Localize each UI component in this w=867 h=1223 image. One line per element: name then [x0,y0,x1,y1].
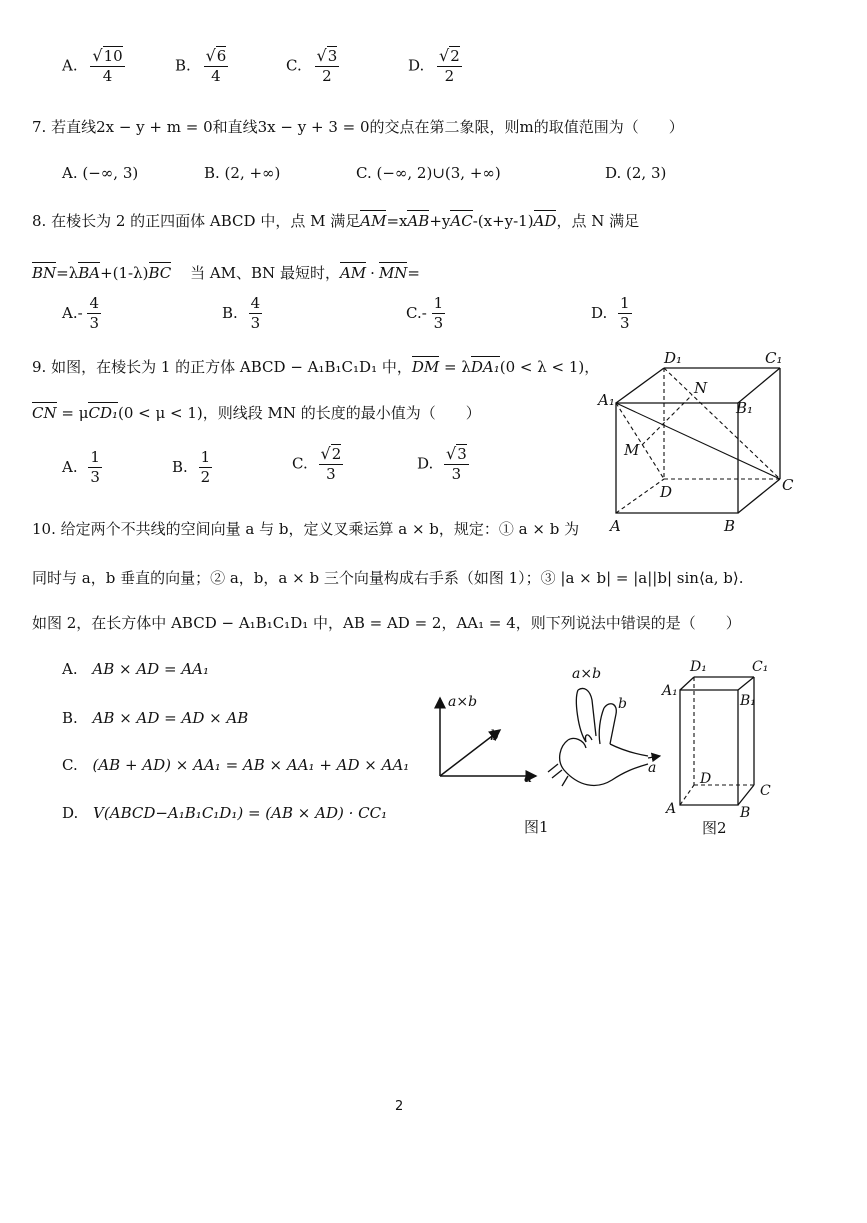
math-text: = [407,264,420,282]
option-label: A. [62,660,78,678]
denominator: 2 [444,66,455,85]
q10-option-b [62,709,248,727]
page-number: 2 [395,1099,404,1114]
q6-option-b [175,48,228,85]
option-label: B. [175,56,191,75]
label-d: D [660,483,673,501]
label-c1: C₁ [765,349,783,367]
sign: - [421,303,427,322]
q6-option-a [62,48,125,85]
option-label: D. [62,804,79,822]
label-d: D [700,771,712,787]
label-c: C [760,783,771,799]
cuboid-edge [680,677,694,690]
q9-stem-line2 [32,402,481,423]
math-text: = μ [56,404,89,422]
label-axb: a×b [448,694,478,710]
denominator: 3 [326,464,336,483]
label-hand-b: b [618,696,627,712]
fig2-caption: 图2 [702,819,727,837]
q7-option-d: D. (2, 3) [605,164,667,182]
q8-stem [32,210,639,231]
label-b: B [740,805,751,821]
fraction: $\frac{√10}{4}$ [92,46,123,85]
vector-am: AM [339,264,367,282]
q9-cube-figure [590,345,805,540]
q10-option-c [62,756,409,774]
numerator: 6 [216,47,227,65]
option-label: D. [417,454,434,473]
option-label: C. [406,303,422,322]
label-m: M [624,441,640,459]
q7-option-c: C. (−∞, 2)∪(3, +∞) [356,164,501,182]
fraction: $\frac{√2}{2}$ [439,46,460,85]
numerator: 1 [200,448,211,466]
option-label: C. [286,56,302,75]
q8-condition-text: 当 AM、BN 最短时， [190,264,340,282]
vector-ab: AB [407,212,430,230]
vector-ba: BA [78,264,101,282]
denominator: 3 [90,467,100,486]
denominator: 4 [211,66,221,85]
option-label: A. [62,56,78,75]
label-hand-a: a [648,760,657,776]
option-label: C. [62,756,78,774]
q8-option-d [591,296,632,332]
option-label: D. [408,56,425,75]
fraction: $\frac{√3}{2}$ [316,46,338,85]
label-d1: D₁ [690,659,707,675]
math-text: +y [429,212,451,230]
q8-stem-text: 8. 在棱长为 2 的正四面体 ABCD 中，点 M 满足 [32,212,361,230]
fraction [249,296,263,332]
q8-option-c [406,296,445,332]
vector-am: AM [360,212,387,230]
option-label: D. [591,303,608,322]
q6-option-d [408,48,462,85]
label-b: B [724,517,736,535]
vector-cd1: CD₁ [88,404,118,422]
label-a: A [610,517,621,535]
numerator: 2 [450,47,460,65]
cube-edge [738,479,780,513]
q10-option-d [62,804,387,822]
q9-option-b [172,450,212,486]
label-c1: C₁ [752,659,769,675]
q10-line1: 10. 给定两个不共线的空间向量 a 与 b，定义叉乘运算 a × b，规定：① a × b 为 [32,520,580,538]
q9-option-a [62,450,102,486]
q10-line2: 同时与 a，b 垂直的向量；② a，b，a × b 三个向量构成右手系（如图 1）；③ |a × b| = |a||b| sin⟨a, b⟩. [32,569,744,587]
numerator: 4 [89,294,100,312]
q8-stem-text: ，点 N 满足 [556,212,640,230]
option-label: A. [62,457,78,476]
label-n: N [694,379,708,397]
denominator: 2 [322,66,332,85]
math-text: (0 < λ < 1)， [499,358,600,376]
label-a: a [524,770,533,786]
option-label: B. [172,457,188,476]
numerator: 2 [331,445,342,463]
vector-bc: BC [148,264,172,282]
cube-edge [616,368,664,403]
math-text: = λ [439,358,471,376]
fraction [87,296,101,332]
denominator: 4 [102,66,113,85]
label-a1: A₁ [598,391,615,409]
numerator: 10 [103,47,123,65]
denominator: 3 [451,464,462,483]
label-a1: A₁ [662,683,678,699]
math-text: -(x+y-1) [472,212,534,230]
cube-hidden-edge [616,479,664,513]
vector-da1: DA₁ [470,358,500,376]
q9-option-c [292,446,343,483]
numerator: 1 [433,294,444,312]
sign: - [77,303,83,322]
fraction [432,296,446,332]
math-text: · [370,264,375,282]
option-text: (AB + AD) × AA₁ = AB × AA₁ + AD × AA₁ [92,756,410,774]
q10-figure-1 [428,660,678,840]
fig1-caption: 图1 [524,818,549,836]
label-b: b [490,728,499,744]
diagonal-cd1 [664,368,780,479]
denominator: 3 [89,313,100,332]
q6-option-c [286,48,339,85]
q10-option-a [62,660,209,678]
numerator: 1 [90,448,100,466]
option-text: AB × AD = AD × AB [92,709,249,727]
fraction: $\frac{√3}{3}$ [446,444,467,483]
cuboid-edge [738,677,754,690]
vector-dm: DM [411,358,440,376]
math-text: (0 < μ < 1)，则线段 MN 的长度的最小值为（ ） [118,404,481,422]
numerator: 4 [250,294,261,312]
math-text: =x [386,212,408,230]
q7-option-a: A. (−∞, 3) [62,164,139,182]
q10-line3: 如图 2，在长方体中 ABCD − A₁B₁C₁D₁ 中，AB = AD = 2，AA₁ = 4，则下列说法中错误的是（ ） [32,614,741,632]
fraction [88,450,102,486]
label-b1: B₁ [736,399,754,417]
numerator: 3 [327,47,338,65]
option-text: V(ABCD−A₁B₁C₁D₁) = (AB × AD) · CC₁ [93,804,388,822]
label-hand-axb: a×b [572,666,602,682]
vector-ac: AC [450,212,473,230]
q9-option-d [417,446,469,483]
vector-bn: BN [32,264,57,282]
label-d1: D₁ [664,349,683,367]
cuboid-front-face [680,690,738,805]
vector-cn: CN [32,404,57,422]
option-label: B. [62,709,78,727]
option-label: A. [62,303,78,322]
option-text: AB × AD = AA₁ [92,660,209,678]
numerator: 1 [620,294,630,312]
q8-option-b [222,296,262,332]
math-text: =λ [56,264,79,282]
denominator: 2 [200,467,211,486]
fraction [618,296,632,332]
q9-stem [32,356,599,377]
vector-mn: MN [378,264,408,282]
option-label: C. [292,454,308,473]
q8-stem-line2 [32,262,420,283]
fraction [199,450,213,486]
q7-option-b: B. (2, +∞) [204,164,281,182]
label-c: C [782,476,794,494]
q8-option-a [62,296,101,332]
cube-edge [738,368,780,403]
cuboid-hidden-edge [680,785,694,805]
denominator: 3 [620,313,630,332]
q7-stem: 7. 若直线2x − y + m = 0和直线3x − y + 3 = 0的交点在第二象限，则m的取值范围为（ ） [32,118,684,136]
option-label: B. [222,303,238,322]
math-text: +(1-λ) [100,264,149,282]
q10-figure-2 [660,655,790,840]
right-hand-icon [548,688,648,786]
denominator: 3 [433,313,444,332]
label-a: A [666,801,677,817]
vector-ad: AD [533,212,557,230]
fraction: $\frac{√2}{3}$ [320,444,342,483]
numerator: 3 [457,445,467,463]
label-b1: B₁ [740,693,756,709]
q9-stem-text: 9. 如图，在棱长为 1 的正方体 ABCD − A₁B₁C₁D₁ 中， [32,358,412,376]
cuboid-edge [738,785,754,805]
denominator: 3 [250,313,261,332]
fraction: $\frac{√6}{4}$ [205,46,227,85]
